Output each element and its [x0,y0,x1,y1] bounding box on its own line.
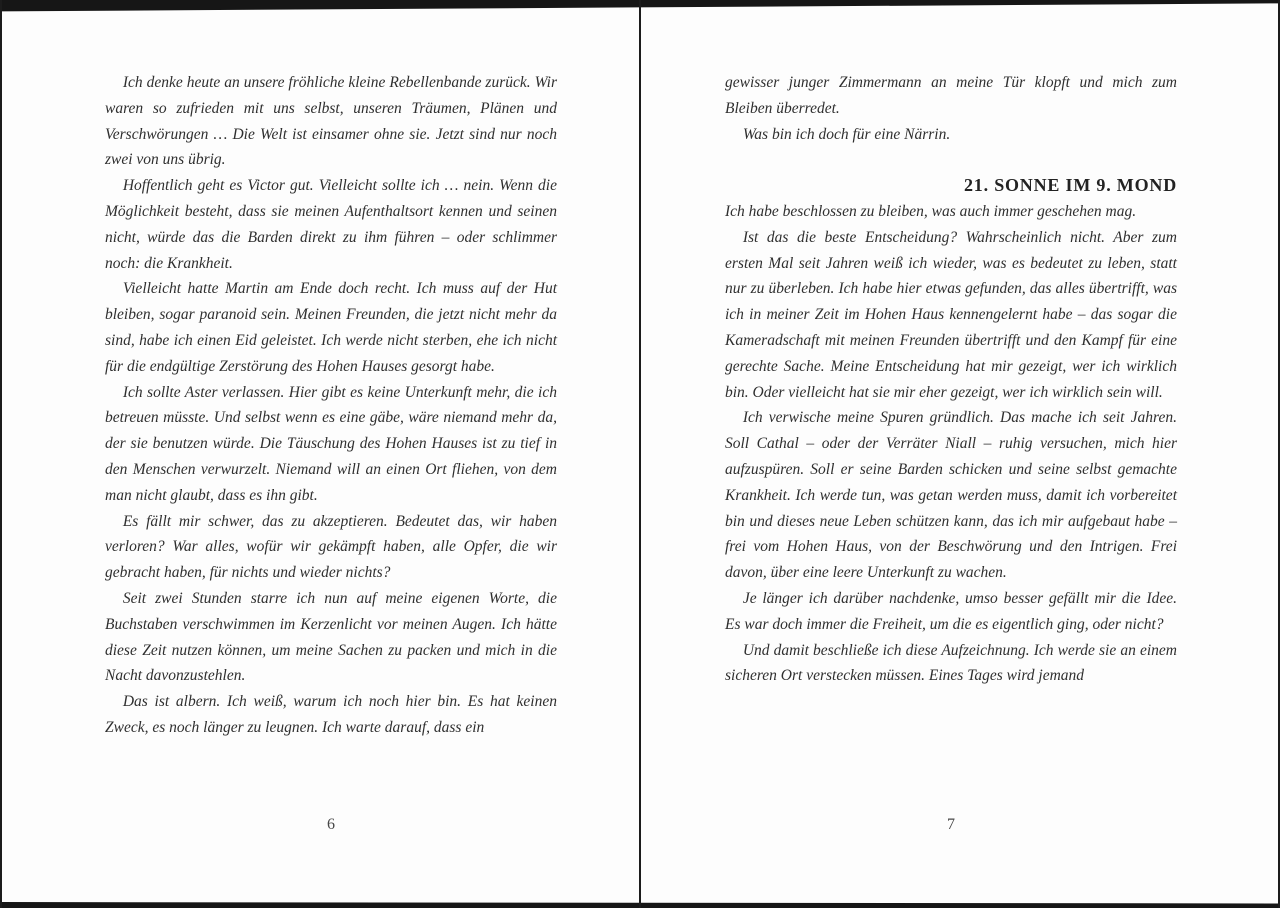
page-right-text-block [725,70,1177,689]
paragraph: Das ist albern. Ich weiß, warum ich noch hier bin. Es hat keinen Zweck, es noch länger zu leugnen. Ich warte darauf, dass ein [105,693,557,736]
paragraph: Vielleicht hatte Martin am Ende doch recht. Ich muss auf der Hut bleiben, sogar paranoid sein. Meinen Freunden, die jetzt nicht mehr da sind, habe ich einen Eid geleistet. Ich werde nicht sterben, ehe ich nicht für die endgültige Zerstörung des Hohen Hauses gesorgt habe. [105,280,557,375]
paragraph: Ich verwische meine Spuren gründlich. Das mache ich seit Jahren. Soll Cathal – oder der Verräter Niall – ruhig versuchen, mich hier aufzuspüren. Soll er seine Barden schicken und seine selbst gemachte Krankheit. Ich werde tun, was getan werden muss, damit ich vorbereitet bin und dieses neue Leben schützen kann, das ich mir aufgebaut habe – frei vom Hohen Haus, von der Beschwörung und den Intrigen. Frei davon, über eine leere Unterkunft zu wachen. [725,409,1177,582]
page-right [641,0,1280,908]
paragraph: Ich denke heute an unsere fröhliche kleine Rebellenbande zurück. Wir waren so zufrieden mit uns selbst, unseren Träumen, Plänen und Verschwörungen … Die Welt ist einsamer ohne sie. Jetzt sind nur noch zwei von uns übrig. [105,74,557,169]
paragraph: Und damit beschließe ich diese Aufzeichnung. Ich werde sie an einem sicheren Ort verstecken müssen. Eines Tages wird jemand [725,641,1177,685]
text-after-heading [725,199,1177,689]
paragraph: gewisser junger Zimmermann an meine Tür klopft und mich zum Bleiben überredet. [725,74,1177,117]
paragraph: Was bin ich doch für eine Närrin. [742,125,951,143]
chapter-heading: 21. SONNE IM 9. MOND [964,175,1177,196]
paragraph: Seit zwei Stunden starre ich nun auf meine eigenen Worte, die Buchstaben verschwimmen im Kerzenlicht vor meinen Augen. Ich hätte diese Zeit nutzen können, um meine Sachen zu packen und mich in die Nacht davonzustehlen. [105,589,557,685]
paragraph: Ich sollte Aster verlassen. Hier gibt es keine Unterkunft mehr, die ich betreuen müsste. Und selbst wenn es eine gäbe, wäre niemand mehr da, der sie benutzen würde. Die Täuschung des Hohen Hauses ist zu tief in den Menschen verwurzelt. Niemand will an einen Ort fliehen, von dem man nicht glaubt, dass es ihn gibt. [105,383,557,504]
page-number-right: 7 [947,816,955,833]
paragraph: Ist das die beste Entscheidung? Wahrscheinlich nicht. Aber zum ersten Mal seit Jahren weiß ich wieder, was es bedeutet zu leben, statt nur zu überleben. Ich habe hier etwas gefunden, das alles übertrifft, was ich in meiner Zeit im Hohen Haus kennengelernt habe – das sogar die Kameradschaft mit meinen Freunden übertrifft und den Kampf für eine gerechte Sache. Meine Entscheidung hat mir gezeigt, wer ich wirklich bin. Oder vielleicht hat sie mir eher gezeigt, wer ich wirklich sein will. [725,228,1177,401]
paragraph: Ich habe beschlossen zu bleiben, was auch immer geschehen mag. [725,202,1137,220]
paragraph: Hoffentlich geht es Victor gut. Vielleicht sollte ich … nein. Wenn die Möglichkeit besteht, dass sie meinen Aufenthaltsort kennen und seinen nicht, würde das die Barden direkt zu ihm führen – oder schlimmer noch: die Krankheit. [105,177,557,272]
page-number-left: 6 [327,816,335,833]
text-before-heading [725,70,1177,147]
paragraph: Es fällt mir schwer, das zu akzeptieren. Bedeutet das, wir haben verloren? War alles, wofür wir gekämpft haben, alle Opfer, die wir gebracht haben, für nichts und wieder nichts? [105,512,557,582]
page-left-text-block [105,70,557,741]
paragraph: Je länger ich darüber nachdenke, umso besser gefällt mir die Idee. Es war doch immer die Freiheit, um die es eigentlich ging, oder nicht? [725,589,1177,633]
